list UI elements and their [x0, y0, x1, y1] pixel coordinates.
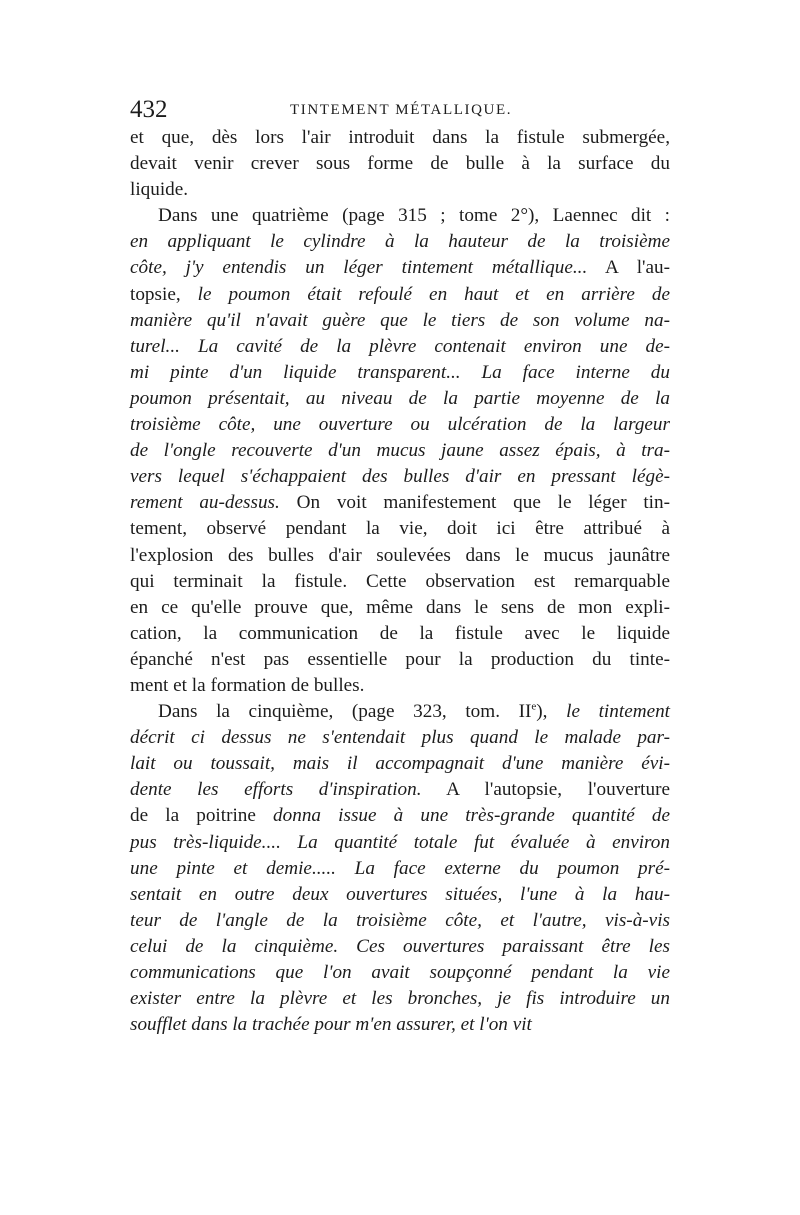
- text-line: [130, 203, 670, 229]
- italic-segment: communications que l'on avait soupçonné pendant la vie: [130, 962, 670, 983]
- text-segment: A l'au-: [587, 257, 671, 279]
- italic-segment: sentait en outre deux ouvertures situées, l'une à la hau-: [130, 883, 670, 905]
- text-line: [130, 334, 670, 360]
- text-line: [130, 569, 670, 595]
- italic-segment: donna issue à une très-grande quantité de: [273, 805, 671, 827]
- italic-segment: teur de l'angle de la troisième côte, et l'autre, vis-à-vis: [130, 909, 670, 931]
- italic-segment: manière qu'il n'avait guère que le tiers de son volume na-: [130, 309, 670, 331]
- italic-segment: pus très-liquide.... La quantité totale fut évaluée à environ: [130, 831, 670, 853]
- text-segment: de la poitrine: [130, 805, 274, 827]
- text-segment: ),: [536, 701, 567, 723]
- text-segment: et que, dès lors l'air introduit dans la fistule submergée,: [130, 127, 670, 148]
- italic-segment: celui de la cinquième. Ces ouvertures paraissant être les: [130, 935, 670, 957]
- text-line: [130, 621, 670, 647]
- italic-segment: décrit ci dessus ne s'entendait plus quand le malade par-: [130, 727, 670, 749]
- text-segment: l'explosion des bulles d'air soulevées dans le mucus jaunâtre: [130, 544, 670, 566]
- page-number: 432: [130, 96, 168, 123]
- italic-segment: de l'ongle recouverte d'un mucus jaune assez épais, à tra-: [130, 440, 670, 462]
- text-line: [130, 464, 670, 490]
- superscript: e: [531, 700, 537, 713]
- text-line: [130, 151, 670, 177]
- text-line: [130, 934, 670, 960]
- page-header: [130, 96, 670, 126]
- text-line: [130, 830, 670, 856]
- text-line: [130, 882, 670, 908]
- italic-segment: vers lequel s'échappaient des bulles d'air en pressant légè-: [130, 466, 670, 488]
- text-line: [130, 673, 670, 699]
- italic-segment: lait ou toussait, mais il accompagnait d'une manière évi-: [130, 753, 670, 775]
- text-line: [130, 516, 670, 542]
- text-segment: cation, la communication de la fistule avec le liquide: [130, 622, 670, 644]
- text-line: [130, 255, 670, 281]
- text-segment: A l'autopsie, l'ouverture: [421, 779, 671, 801]
- text-line: [130, 412, 670, 438]
- italic-segment: dente les efforts d'inspiration.: [130, 779, 422, 801]
- text-line: [130, 960, 670, 986]
- text-line: [130, 229, 670, 255]
- text-line: [130, 360, 670, 386]
- text-line: [130, 595, 670, 621]
- italic-segment: côte, j'y entendis un léger tintement métallique...: [130, 257, 588, 279]
- text-segment: devait venir crever sous forme de bulle à la surface du: [130, 153, 670, 175]
- text-segment: On voit manifestement que le léger tin-: [279, 492, 670, 514]
- text-line: [130, 986, 670, 1012]
- text-line: [130, 908, 670, 934]
- text-line: [130, 699, 670, 725]
- text-line: [130, 125, 670, 151]
- body-text: [130, 125, 670, 1038]
- italic-segment: en appliquant le cylindre à la hauteur de la troisième: [130, 231, 670, 253]
- text-segment: qui terminait la fistule. Cette observation est remarquable: [130, 570, 670, 592]
- text-segment: épanché n'est pas essentielle pour la production du tinte-: [130, 648, 670, 670]
- text-line: [130, 282, 670, 308]
- italic-segment: exister entre la plèvre et les bronches, je fis introduire un: [130, 988, 670, 1010]
- text-segment: Dans la cinquième, (page 323, tom. II: [158, 701, 532, 723]
- text-line: [130, 177, 670, 203]
- italic-segment: soufflet dans la trachée pour m'en assurer, et l'on vit: [130, 1014, 532, 1036]
- text-line: [130, 803, 670, 829]
- text-line: [130, 725, 670, 751]
- italic-segment: troisième côte, une ouverture ou ulcération de la largeur: [130, 414, 670, 436]
- text-segment: ment et la formation de bulles.: [130, 674, 365, 696]
- text-segment: en ce qu'elle prouve que, même dans le sens de mon expli-: [130, 596, 670, 618]
- text-line: [130, 647, 670, 673]
- running-title: TINTEMENT MÉTALLIQUE.: [290, 102, 513, 118]
- italic-segment: turel... La cavité de la plèvre contenait environ une de-: [130, 335, 670, 357]
- italic-segment: le poumon était refoulé en haut et en arrière de: [197, 283, 670, 305]
- text-segment: tement, observé pendant la vie, doit ici être attribué à: [130, 518, 670, 540]
- italic-segment: mi pinte d'un liquide transparent... La face interne du: [130, 361, 670, 383]
- italic-segment: poumon présentait, au niveau de la partie moyenne de la: [130, 387, 670, 409]
- text-line: [130, 543, 670, 569]
- text-line: [130, 1012, 670, 1038]
- italic-segment: une pinte et demie..... La face externe du poumon pré-: [130, 857, 670, 879]
- text-line: [130, 751, 670, 777]
- text-segment: Dans une quatrième (page 315 ; tome 2°), Laennec dit :: [158, 205, 670, 227]
- text-line: [130, 438, 670, 464]
- text-line: [130, 777, 670, 803]
- text-segment: liquide.: [130, 179, 189, 201]
- text-segment: topsie,: [130, 283, 198, 305]
- text-line: [130, 490, 670, 516]
- text-line: [130, 386, 670, 412]
- text-line: [130, 856, 670, 882]
- italic-segment: rement au-dessus.: [130, 492, 280, 514]
- italic-segment: le tintement: [566, 701, 671, 723]
- text-line: [130, 308, 670, 334]
